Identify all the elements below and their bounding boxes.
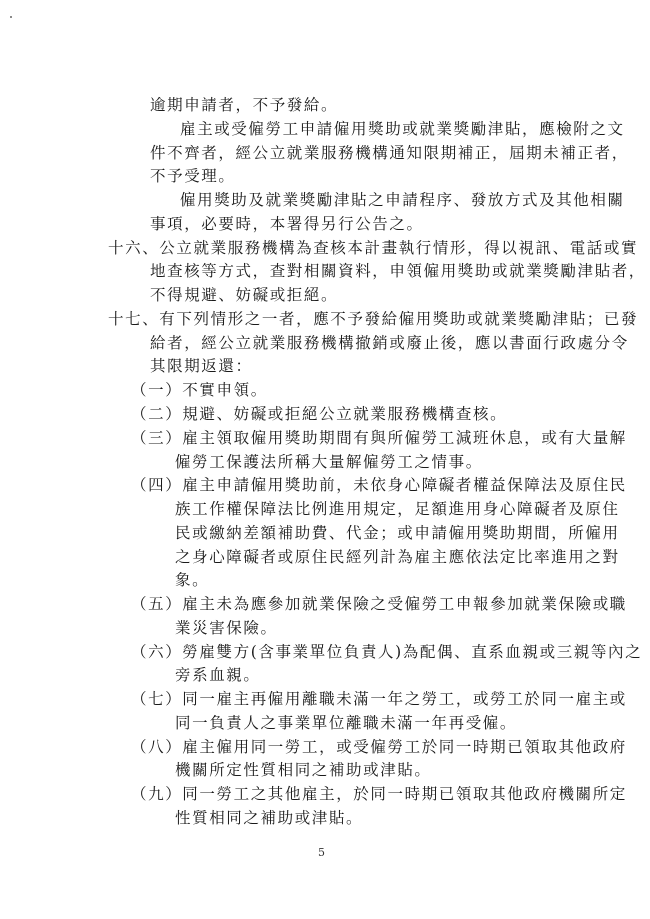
- text-line: 僱勞工保護法所稱大量解僱勞工之情事。: [175, 453, 483, 471]
- text-line: （三）雇主領取僱用獎助期間有與所僱勞工減班休息，或有大量解: [131, 429, 627, 447]
- text-line: （八）雇主僱用同一勞工，或受僱勞工於同一時期已領取其他政府: [131, 738, 627, 756]
- text-line: 其限期返還：: [150, 357, 253, 375]
- text-line: 不得規避、妨礙或拒絕。: [150, 286, 339, 304]
- text-line: （四）雇主申請僱用獎助前，未依身心障礙者權益保障法及原住民: [131, 476, 627, 494]
- text-line: （二）規避、妨礙或拒絕公立就業服務機構查核。: [131, 405, 508, 423]
- text-line: 之身心障礙者或原住民經列計為雇主應依法定比率進用之對: [175, 548, 620, 566]
- text-line: （一）不實申領。: [131, 381, 268, 399]
- text-line: （七）同一雇主再僱用離職未滿一年之勞工，或勞工於同一雇主或: [131, 690, 627, 708]
- text-line: 象。: [175, 571, 210, 589]
- text-line: 事項，必要時，本署得另行公告之。: [150, 215, 424, 233]
- text-line: 十七、有下列情形之一者，應不予發給僱用獎助或就業獎勵津貼；已發: [108, 310, 639, 328]
- text-line: 族工作權保障法比例進用規定，足額進用身心障礙者及原住: [175, 500, 620, 518]
- text-line: 旁系血親。: [175, 666, 261, 684]
- text-line: 業災害保險。: [175, 619, 278, 637]
- text-line: （五）雇主未為應參加就業保險之受僱勞工申報參加就業保險或職: [131, 595, 627, 613]
- text-line: 同一負責人之事業單位離職未滿一年再受僱。: [175, 714, 518, 732]
- text-line: 機關所定性質相同之補助或津貼。: [175, 761, 432, 779]
- page-number: 5: [318, 846, 325, 859]
- text-line: 民或繳納差額補助費、代金；或申請僱用獎助期間，所僱用: [175, 524, 620, 542]
- text-line: 給者，經公立就業服務機構撤銷或廢止後，應以書面行政處分令: [150, 334, 629, 352]
- text-line: 僱用獎助及就業獎勵津貼之申請程序、發放方式及其他相關: [180, 191, 625, 209]
- scan-speck: [10, 16, 12, 18]
- text-line: （六）勞雇雙方(含事業單位負責人)為配偶、直系血親或三親等內之: [131, 643, 643, 661]
- text-line: 不予受理。: [150, 167, 236, 185]
- text-line: 十六、公立就業服務機構為查核本計畫執行情形，得以視訊、電話或實: [108, 239, 639, 257]
- text-line: 雇主或受僱勞工申請僱用獎助或就業獎勵津貼，應檢附之文: [180, 120, 625, 138]
- text-line: 逾期申請者，不予發給。: [150, 96, 339, 114]
- text-line: 性質相同之補助或津貼。: [175, 809, 364, 827]
- text-line: （九）同一勞工之其他雇主，於同一時期已領取其他政府機關所定: [131, 785, 627, 803]
- text-line: 件不齊者，經公立就業服務機構通知限期補正，屆期未補正者，: [150, 144, 629, 162]
- text-line: 地查核等方式，查對相關資料，申領僱用獎助或就業獎勵津貼者，: [150, 262, 646, 280]
